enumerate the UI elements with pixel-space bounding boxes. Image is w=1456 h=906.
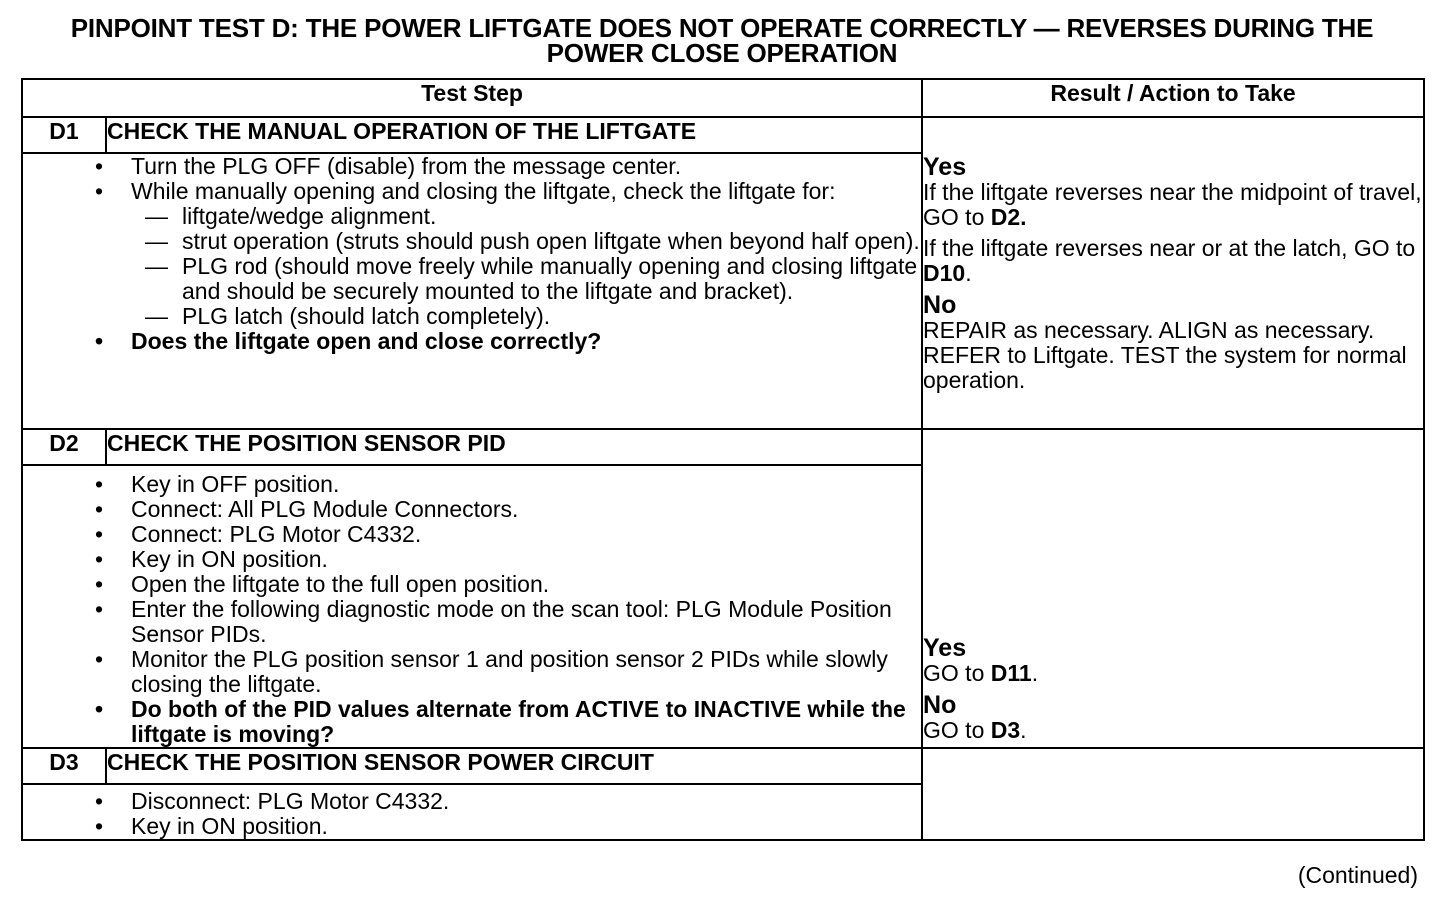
no-label: No bbox=[923, 290, 957, 319]
step-d2-heading-row bbox=[22, 429, 1424, 465]
bullet-icon: • bbox=[95, 596, 104, 622]
list-item: — PLG latch (should latch completely). bbox=[145, 303, 551, 329]
bullet-icon: • bbox=[95, 813, 104, 839]
yes-action: If the liftgate reverses near the midpoint of travel, GO to D2. bbox=[923, 178, 1422, 230]
list-item: • Monitor the PLG position sensor 1 and position sensor 2 PIDs while slowly closing the liftgate. bbox=[95, 646, 888, 697]
bullet-icon: • bbox=[95, 328, 104, 354]
result-d1 bbox=[922, 117, 1424, 429]
bullet-icon: • bbox=[95, 496, 104, 522]
list-item: • Connect: PLG Motor C4332. bbox=[95, 521, 422, 547]
dash-icon: — bbox=[145, 203, 168, 229]
list-item: • Key in OFF position. bbox=[95, 471, 340, 497]
step-heading-d2: CHECK THE POSITION SENSOR PID bbox=[106, 429, 922, 465]
list-item: — strut operation (struts should push open liftgate when beyond half open). bbox=[145, 228, 920, 254]
step-heading-d3: CHECK THE POSITION SENSOR POWER CIRCUIT bbox=[106, 748, 922, 784]
result-d2 bbox=[922, 429, 1424, 748]
step-id-d1: D1 bbox=[22, 117, 106, 153]
list-item: • Turn the PLG OFF (disable) from the message center. bbox=[95, 153, 682, 179]
step-body-d3 bbox=[22, 784, 922, 840]
table-header-row bbox=[22, 79, 1424, 117]
no-action: REPAIR as necessary. ALIGN as necessary. REFER to Liftgate. TEST the system for normal operation. bbox=[923, 316, 1407, 393]
step-d3-heading-row bbox=[22, 748, 1424, 784]
dash-icon: — bbox=[145, 228, 168, 254]
bullet-icon: • bbox=[95, 546, 104, 572]
pinpoint-test-table bbox=[21, 78, 1425, 841]
yes-label: Yes bbox=[923, 634, 967, 662]
step-d1-heading-row bbox=[22, 117, 1424, 153]
dash-icon: — bbox=[145, 253, 168, 279]
step-heading-d1: CHECK THE MANUAL OPERATION OF THE LIFTGATE bbox=[106, 117, 922, 153]
list-item: • Disconnect: PLG Motor C4332. bbox=[95, 788, 450, 814]
step-body-d1 bbox=[22, 153, 922, 429]
list-item: • Enter the following diagnostic mode on the scan tool: PLG Module Position Sensor PIDs. bbox=[95, 596, 892, 647]
bullet-icon: • bbox=[95, 696, 104, 722]
bullet-icon: • bbox=[95, 153, 104, 179]
continued-label: (Continued) bbox=[1297, 862, 1418, 888]
list-item: • Do both of the PID values alternate from ACTIVE to INACTIVE while the liftgate is moving? bbox=[95, 696, 906, 747]
list-item: • Connect: All PLG Module Connectors. bbox=[95, 496, 519, 522]
test-step-header: Test Step bbox=[22, 79, 922, 117]
list-item: — liftgate/wedge alignment. bbox=[145, 203, 437, 229]
bullet-icon: • bbox=[95, 178, 104, 204]
result-d3 bbox=[922, 748, 1424, 840]
yes-action: If the liftgate reverses near or at the latch, GO to D10. bbox=[923, 234, 1416, 286]
list-item: • While manually opening and closing the liftgate, check the liftgate for: bbox=[95, 178, 836, 204]
bullet-icon: • bbox=[95, 521, 104, 547]
bullet-icon: • bbox=[95, 471, 104, 497]
yes-label: Yes bbox=[923, 152, 967, 181]
step-ref: D3 bbox=[990, 717, 1021, 743]
step-ref: D10 bbox=[923, 259, 966, 286]
step-ref: D11 bbox=[990, 660, 1032, 686]
step-id-d3: D3 bbox=[22, 748, 106, 784]
page-title: PINPOINT TEST D: THE POWER LIFTGATE DOES NOT OPERATE CORRECTLY — REVERSES DURING THE POWER CLOSE OPERATION bbox=[70, 13, 1374, 68]
result-header: Result / Action to Take bbox=[922, 79, 1424, 117]
step-body-d2 bbox=[22, 465, 922, 748]
bullet-icon: • bbox=[95, 571, 104, 597]
list-item: • Key in ON position. bbox=[95, 813, 328, 839]
no-label: No bbox=[923, 691, 957, 719]
list-item: • Open the liftgate to the full open position. bbox=[95, 571, 550, 597]
list-item: • Key in ON position. bbox=[95, 546, 328, 572]
no-action: GO to D3. bbox=[923, 717, 1027, 743]
bullet-icon: • bbox=[95, 788, 104, 814]
list-item: • Does the liftgate open and close correctly? bbox=[95, 328, 602, 354]
step-ref: D2. bbox=[990, 203, 1027, 230]
yes-action: GO to D11. bbox=[923, 660, 1039, 686]
step-id-d2: D2 bbox=[22, 429, 106, 465]
list-item: — PLG rod (should move freely while manually opening and closing liftgate and should be securely mounted to the liftgate and bracket). bbox=[145, 253, 918, 304]
bullet-icon: • bbox=[95, 646, 104, 672]
dash-icon: — bbox=[145, 303, 168, 329]
